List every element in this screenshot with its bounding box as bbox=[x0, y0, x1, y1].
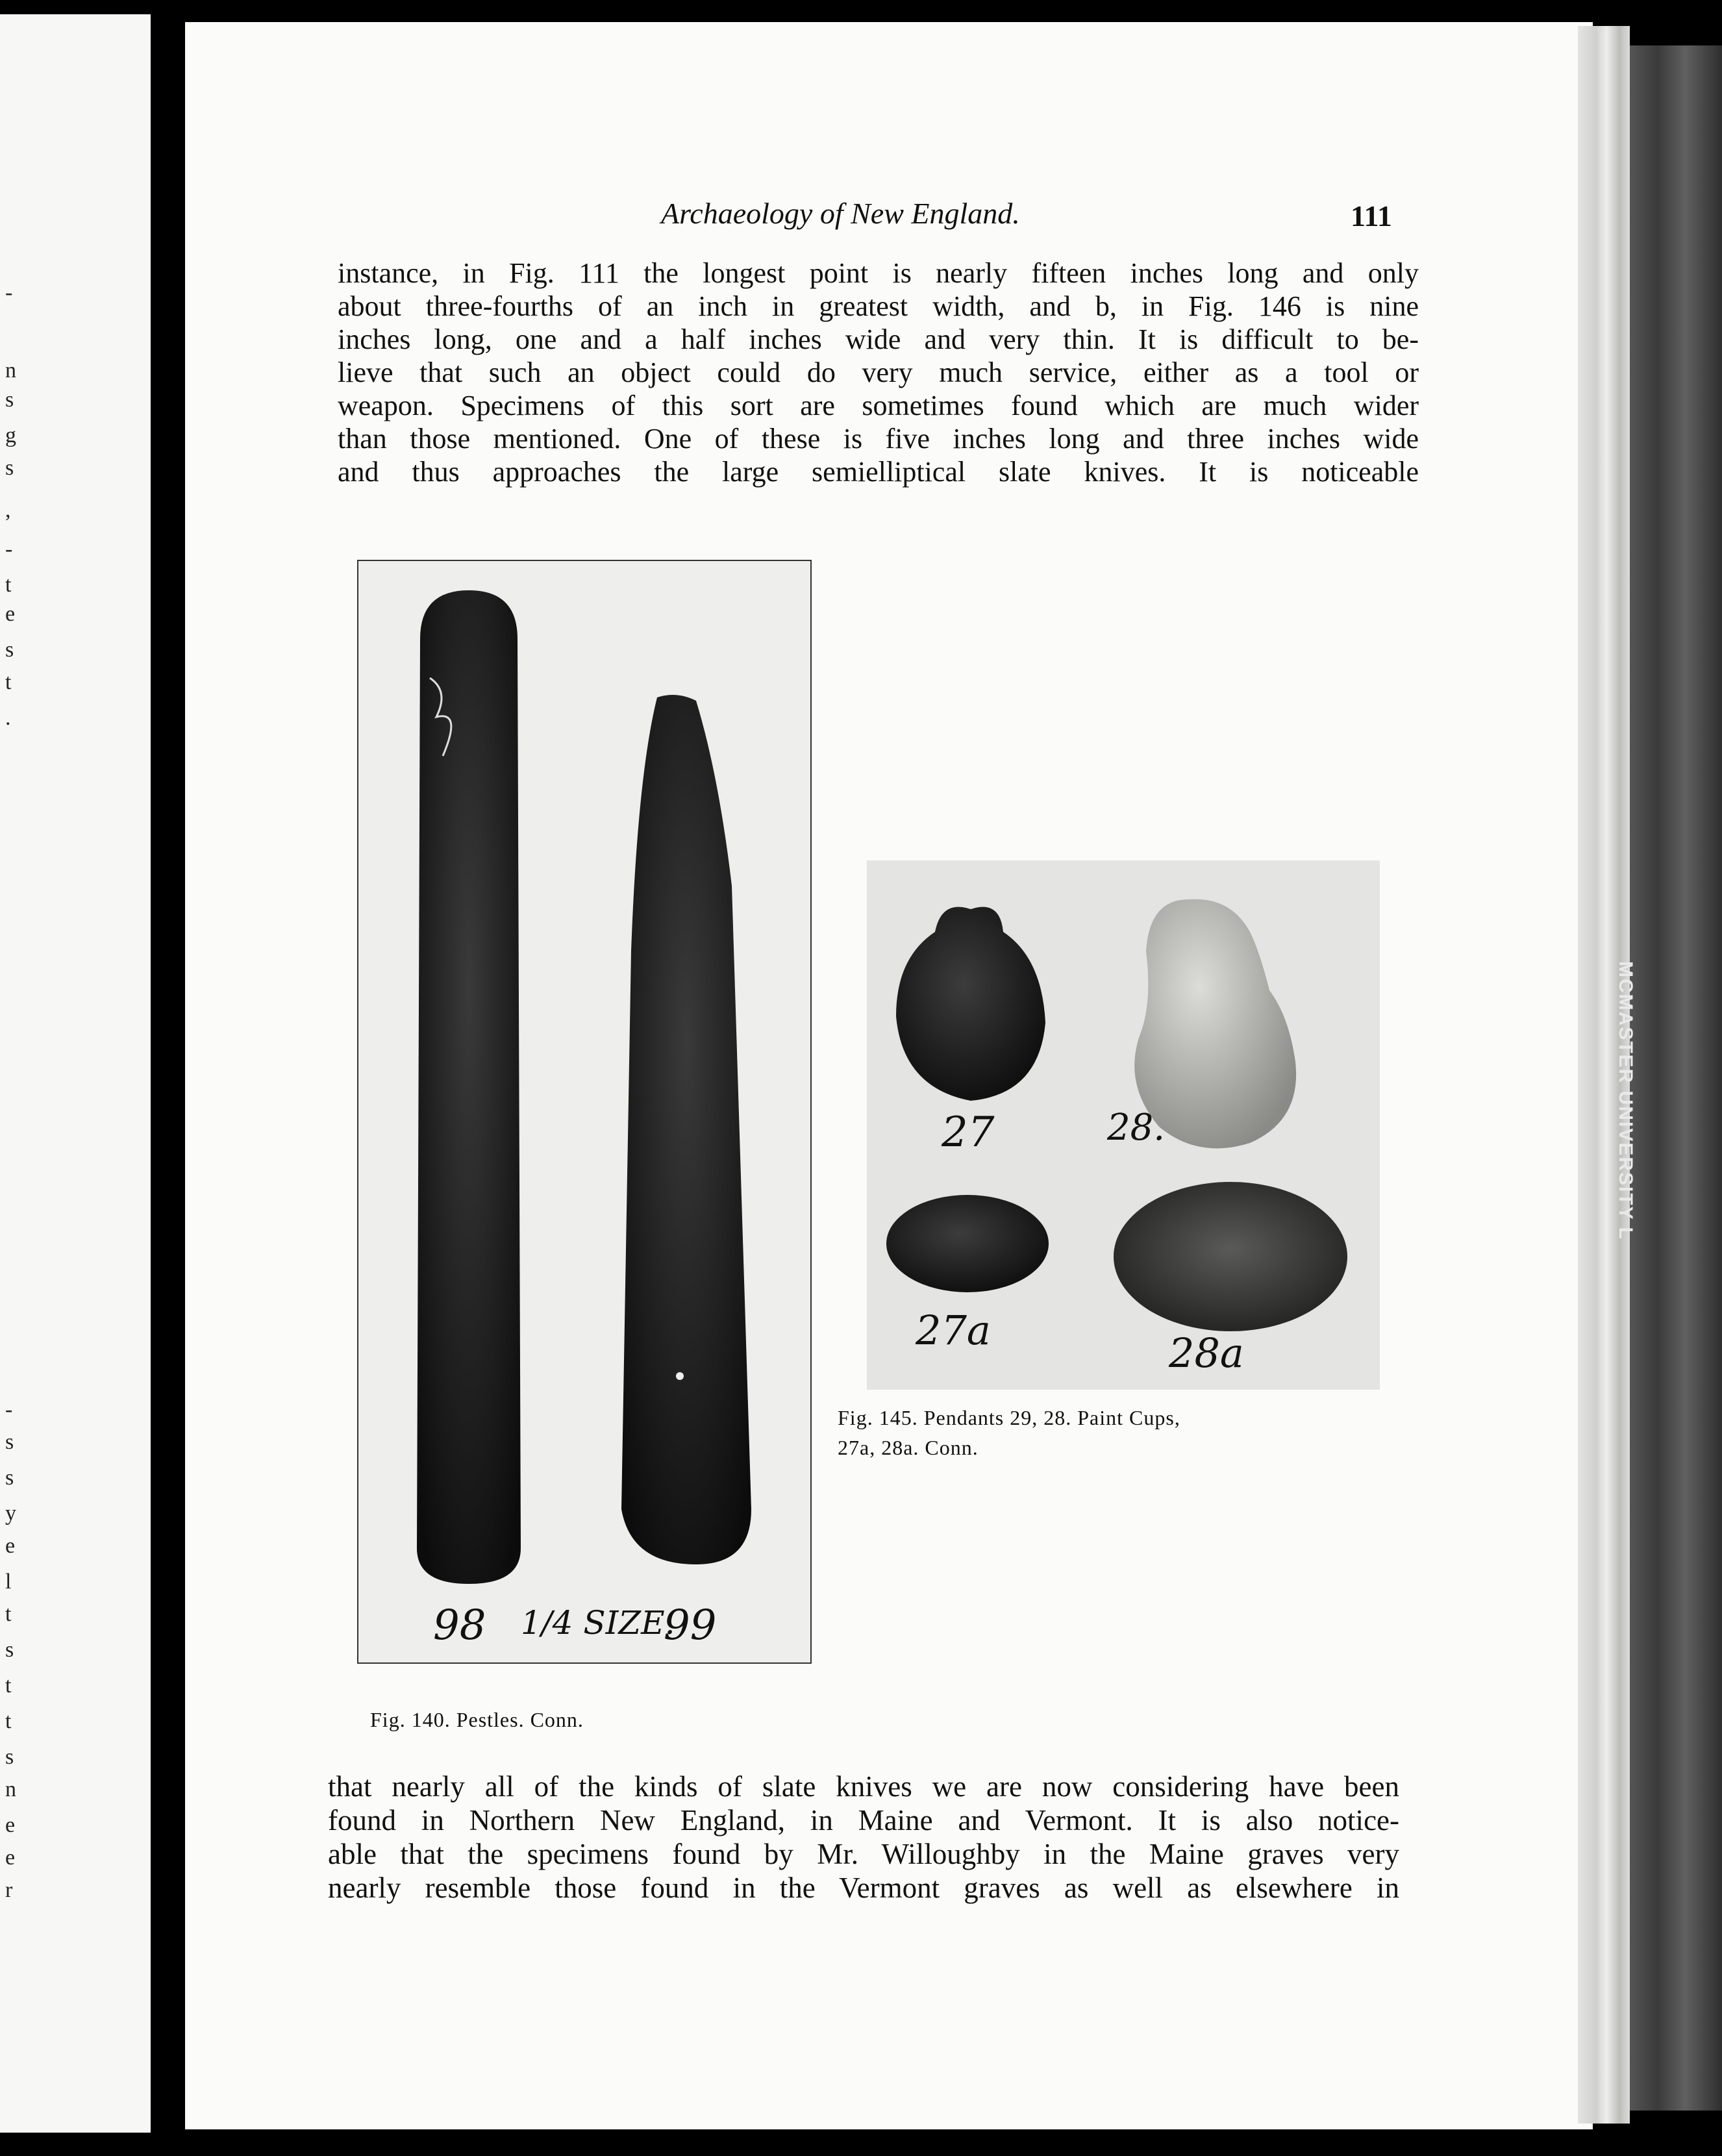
left-page-edge-char: t bbox=[5, 573, 12, 597]
left-page-edge-char: t bbox=[5, 1602, 12, 1626]
figure-145-caption-line-2: 27a, 28a. Conn. bbox=[838, 1436, 979, 1459]
left-page-edge-char: r bbox=[5, 1878, 13, 1902]
left-page-edge-char: s bbox=[5, 1430, 14, 1454]
text-line: able that the specimens found by Mr. Willoughby in the Maine graves very bbox=[328, 1838, 1399, 1870]
left-page-edge-char: t bbox=[5, 1709, 12, 1733]
left-page-edge-char: s bbox=[5, 388, 14, 412]
paint-cup-28a bbox=[1114, 1182, 1347, 1331]
left-page-edge-char: - bbox=[5, 281, 13, 305]
label-27: 27 bbox=[942, 1109, 995, 1157]
top-paragraph bbox=[338, 257, 1419, 488]
left-page-edge-char: y bbox=[5, 1501, 16, 1525]
book-gutter bbox=[151, 14, 190, 2133]
left-page-edge-char: s bbox=[5, 456, 14, 480]
pendants-illustration bbox=[867, 860, 1380, 1390]
figure-label-size: 1/4 SIZE. bbox=[521, 1604, 675, 1642]
text-line: weapon. Specimens of this sort are sometimes found which are much wider bbox=[338, 390, 1419, 421]
label-28a: 28a bbox=[1169, 1329, 1244, 1377]
left-page-edge-char: t bbox=[5, 670, 12, 694]
left-page-edge-char: s bbox=[5, 1745, 14, 1769]
text-line: and thus approaches the large semielliptical slate knives. It is noticeable bbox=[338, 456, 1419, 488]
left-page-edge-char: - bbox=[5, 1398, 13, 1422]
running-head: Archaeology of New England. bbox=[661, 197, 1020, 230]
label-28: 28. bbox=[1107, 1107, 1166, 1149]
pestles-illustration bbox=[358, 561, 810, 1662]
left-page-edge-char: e bbox=[5, 1846, 16, 1870]
left-page-edge-char: s bbox=[5, 1638, 14, 1662]
text-line: that nearly all of the kinds of slate knives we are now considering have been bbox=[328, 1770, 1399, 1803]
text-line: instance, in Fig. 111 the longest point is nearly fifteen inches long and only bbox=[338, 257, 1419, 289]
left-page-edge-char: n bbox=[5, 358, 16, 382]
figure-label-99: 99 bbox=[664, 1601, 717, 1649]
text-line: nearly resemble those found in the Vermont graves as well as elsewhere in bbox=[328, 1872, 1399, 1904]
figure-140-pestles-photo bbox=[357, 560, 812, 1664]
text-line: found in Northern New England, in Maine and Vermont. It is also notice- bbox=[328, 1804, 1399, 1836]
book-binding bbox=[1630, 45, 1722, 2111]
left-page-edge-char: e bbox=[5, 1534, 16, 1558]
left-page-edge-char: s bbox=[5, 638, 14, 662]
text-line: lieve that such an object could do very much service, either as a tool or bbox=[338, 357, 1419, 388]
paint-cup-27a bbox=[886, 1195, 1049, 1292]
label-27a: 27a bbox=[916, 1307, 991, 1354]
left-page-edge-char: l bbox=[5, 1570, 12, 1594]
figure-145-caption bbox=[838, 1403, 1396, 1462]
left-page-edge-char: . bbox=[5, 706, 11, 730]
library-stamp: MCMASTER UNIVERSITY L bbox=[1615, 961, 1636, 1240]
figure-145-caption-line-1: Fig. 145. Pendants 29, 28. Paint Cups, bbox=[838, 1406, 1180, 1429]
left-page-edge-char: g bbox=[5, 423, 16, 447]
left-page-edge-char: t bbox=[5, 1673, 12, 1698]
figure-145-pendants-photo bbox=[867, 860, 1380, 1390]
left-page-edge-char: , bbox=[5, 498, 11, 522]
figure-label-98: 98 bbox=[433, 1601, 486, 1649]
text-line: than those mentioned. One of these is five inches long and three inches wide bbox=[338, 423, 1419, 455]
bottom-paragraph bbox=[328, 1770, 1399, 1905]
left-page-edge-char: e bbox=[5, 602, 16, 626]
figure-140-caption: Fig. 140. Pestles. Conn. bbox=[370, 1708, 584, 1731]
left-page-edge-char: n bbox=[5, 1777, 16, 1801]
left-page-edge-char: s bbox=[5, 1466, 14, 1490]
left-page-fragment bbox=[0, 14, 151, 2133]
page-number: 111 bbox=[1351, 199, 1392, 232]
pestle-98 bbox=[417, 590, 521, 1584]
left-page-edge-char: - bbox=[5, 537, 13, 561]
text-line: about three-fourths of an inch in greatest width, and b, in Fig. 146 is nine bbox=[338, 290, 1419, 322]
text-line: inches long, one and a half inches wide and very thin. It is difficult to be- bbox=[338, 323, 1419, 355]
left-page-edge-char: e bbox=[5, 1813, 16, 1837]
